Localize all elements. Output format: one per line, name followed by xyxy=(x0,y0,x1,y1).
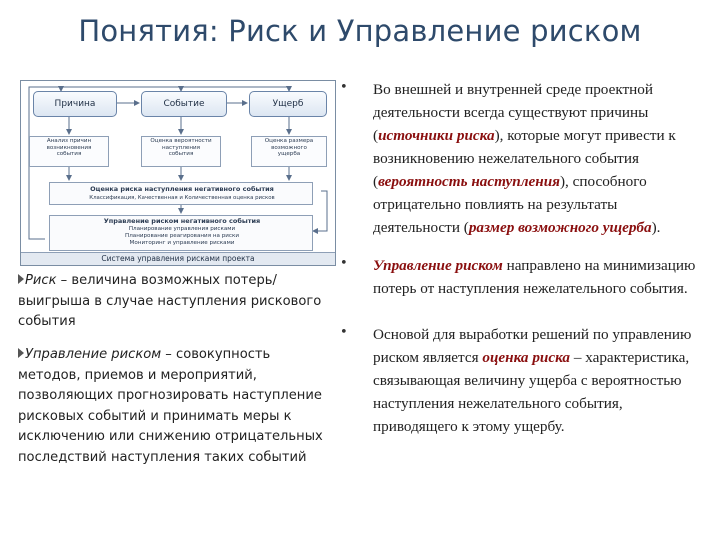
bullet-item-assessment xyxy=(373,323,703,438)
risk-term: Риск xyxy=(25,273,57,288)
bullet-text: Во внешней и внутренней среде проектной деятельности всегда существуют причины ( xyxy=(373,81,653,144)
damage-size-line: возможного xyxy=(271,144,307,151)
bullet-text: ). xyxy=(651,219,661,236)
risk-management-item: Планирование управления рисками xyxy=(128,226,236,232)
damage-size-box xyxy=(251,136,327,167)
bullet-item-management xyxy=(373,254,703,300)
system-label: Система управления рисками проекта xyxy=(21,252,335,265)
risk-management-box xyxy=(49,215,313,251)
highlight-term: вероятность наступления xyxy=(378,173,560,190)
damage-box: Ущерб xyxy=(249,91,327,117)
probability-box xyxy=(141,136,221,167)
cause-analysis-line: события xyxy=(56,151,82,158)
highlight-term: Управление риском xyxy=(373,257,503,274)
bullet-text: ), способного отрицательно повлиять на результаты деятельности ( xyxy=(373,173,647,236)
risk-assessment-box xyxy=(49,182,313,205)
highlight-term: источники риска xyxy=(378,127,495,144)
risk-management-diagram xyxy=(20,80,336,266)
risk-management-definition xyxy=(18,345,336,468)
cause-analysis-box xyxy=(29,136,109,167)
risk-management-title: Управление риском негативного события xyxy=(103,218,261,225)
arrow-right-icon xyxy=(18,348,24,358)
damage-size-line: ущерба xyxy=(277,151,301,158)
page-title: Понятия: Риск и Управление риском xyxy=(78,14,642,48)
risk-management-item: Мониторинг и управление рисками xyxy=(129,240,235,246)
bullet-text: – характеристика, связывающая величину ущерба с вероятностью наступления нежелательного события, приводящего к этому ущербу. xyxy=(373,349,690,435)
risk-definition-text: – величина возможных потерь/выигрыша в случае наступления рискового события xyxy=(18,273,322,329)
risk-definition xyxy=(18,271,336,333)
bullet-icon: • xyxy=(340,256,348,271)
risk-management-item: Планирование реагирования на риски xyxy=(125,233,239,239)
arrow-right-icon xyxy=(18,274,24,284)
damage-size-line: Оценка размера xyxy=(264,138,314,144)
bullet-icon: • xyxy=(340,325,348,340)
cause-box: Причина xyxy=(33,91,117,117)
cause-analysis-line: Анализ причин xyxy=(46,138,92,144)
probability-line: события xyxy=(168,151,194,158)
bullet-text: Основой для выработки решений по управлению риском является xyxy=(373,326,692,366)
risk-management-term: Управление риском xyxy=(25,347,162,362)
highlight-term: оценка риска xyxy=(482,349,571,366)
bullet-item-sources xyxy=(373,78,703,239)
risk-assessment-subtitle: Классификация, Качественная и Количественная оценка рисков xyxy=(89,195,275,201)
event-box: Событие xyxy=(141,91,227,117)
bullet-text: ), которые могут привести к возникновению нежелательного события ( xyxy=(373,127,676,190)
bullet-text: направлено на минимизацию потерь от наступления нежелательного события. xyxy=(373,257,696,297)
probability-line: Оценка вероятности xyxy=(150,138,212,144)
cause-analysis-line: возникновения xyxy=(46,144,92,151)
risk-management-definition-text: – совокупность методов, приемов и мероприятий, позволяющих прогнозировать наступление рисковых событий и принимать меры к исключению или снижению отрицательных последствий наступления таких событий xyxy=(18,347,323,465)
highlight-term: размер возможного ущерба xyxy=(468,219,652,236)
risk-assessment-title: Оценка риска наступления негативного события xyxy=(90,186,274,193)
probability-line: наступления xyxy=(161,144,201,151)
bullet-icon: • xyxy=(340,80,348,95)
